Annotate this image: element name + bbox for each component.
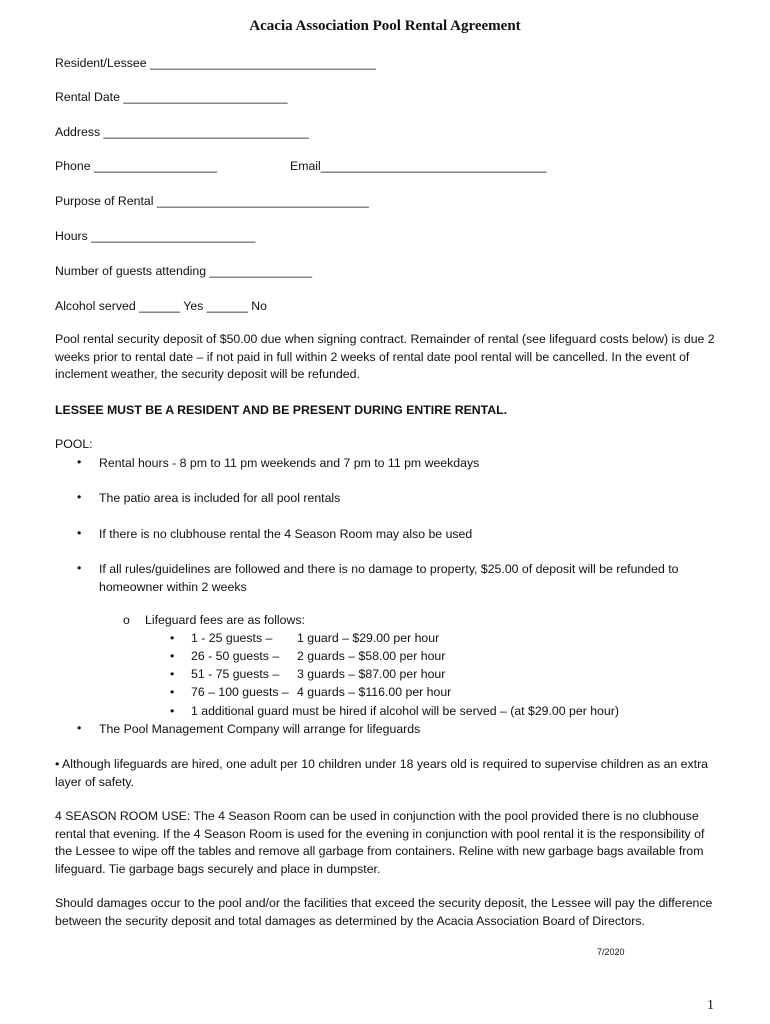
fee-guests: 76 – 100 guests –	[191, 685, 289, 699]
fee-guests: 26 - 50 guests –	[191, 649, 280, 663]
sub-bullet-icon: o	[123, 613, 130, 627]
fee-amount: 1 guard – $29.00 per hour	[297, 631, 440, 645]
supervision-paragraph: • Although lifeguards are hired, one adult per 10 children under 18 years old is required to supervise children as an extra layer of safety.	[55, 757, 709, 789]
email-field: Email_________________________________	[290, 159, 547, 173]
rental-date-field: Rental Date ________________________	[55, 90, 288, 104]
bullet-icon: •	[77, 561, 82, 575]
bullet-icon: •	[170, 685, 175, 699]
lessee-notice: LESSEE MUST BE A RESIDENT AND BE PRESENT DURING ENTIRE RENTAL.	[55, 403, 508, 417]
bullet-icon: •	[77, 721, 82, 735]
bullet-icon: •	[170, 649, 175, 663]
deposit-paragraph: Pool rental security deposit of $50.00 due when signing contract. Remainder of rental (see lifeguard costs below) is due 2 weeks prior to rental date – if not paid in full within 2 weeks of rental date pool rental will be cancelled. In the event of inclement weather, the security deposit will be refunded.	[55, 332, 715, 381]
pool-bullet-season-room: If there is no clubhouse rental the 4 Season Room may also be used	[99, 527, 473, 541]
fee-guests: 51 - 75 guests –	[191, 667, 280, 681]
purpose-field: Purpose of Rental _______________________________	[55, 194, 369, 208]
pool-bullet-patio: The patio area is included for all pool rentals	[99, 491, 341, 505]
bullet-icon: •	[77, 490, 82, 504]
lifeguard-fee-row	[191, 649, 445, 663]
address-field: Address ______________________________	[55, 125, 309, 139]
lifeguard-fee-row	[191, 631, 439, 645]
document-title: Acacia Association Pool Rental Agreement	[249, 18, 521, 34]
season-room-paragraph: 4 SEASON ROOM USE: The 4 Season Room can be used in conjunction with the pool provided there is no clubhouse rental that evening. If the 4 Season Room is used for the evening in conjunction with pool rental it is the responsibility of the Lessee to wipe off the tables and remove all garbage from containers. Reline with new garbage bags available from lifeguard. Tie garbage bags securely and place in dumpster.	[55, 809, 705, 876]
phone-field: Phone __________________	[55, 159, 218, 173]
fee-amount: 3 guards – $87.00 per hour	[297, 667, 446, 681]
revision-date: 7/2020	[597, 947, 625, 957]
alcohol-guard-note: 1 additional guard must be hired if alcohol will be served – (at $29.00 per hour)	[191, 704, 619, 718]
bullet-icon: •	[77, 455, 82, 469]
pool-bullet-refund: If all rules/guidelines are followed and there is no damage to property, $25.00 of deposit will be refunded to homeowner within 2 weeks	[99, 562, 679, 594]
lifeguard-fee-row	[191, 667, 445, 681]
fee-amount: 2 guards – $58.00 per hour	[297, 649, 446, 663]
pool-heading: POOL:	[55, 437, 93, 451]
bullet-icon: •	[170, 704, 175, 718]
bullet-icon: •	[77, 526, 82, 540]
fee-amount: 4 guards – $116.00 per hour	[297, 685, 452, 699]
bullet-icon: •	[170, 667, 175, 681]
lifeguard-heading: Lifeguard fees are as follows:	[145, 613, 305, 627]
pool-bullet-management: The Pool Management Company will arrange for lifeguards	[99, 722, 421, 736]
damages-paragraph: Should damages occur to the pool and/or the facilities that exceed the security deposit, the Lessee will pay the difference between the security deposit and total damages as determined by the Acacia Association Board of Directors.	[55, 896, 713, 928]
fee-guests: 1 - 25 guests –	[191, 631, 273, 645]
pool-bullet-hours: Rental hours - 8 pm to 11 pm weekends and 7 pm to 11 pm weekdays	[99, 456, 480, 470]
guests-field: Number of guests attending _______________	[55, 264, 313, 278]
alcohol-field: Alcohol served ______ Yes ______ No	[55, 299, 267, 313]
page-number: 1	[707, 998, 714, 1013]
hours-field: Hours ________________________	[55, 229, 256, 243]
resident-lessee-field: Resident/Lessee _________________________________	[55, 56, 376, 70]
bullet-icon: •	[170, 631, 175, 645]
lifeguard-fee-row	[191, 685, 451, 699]
